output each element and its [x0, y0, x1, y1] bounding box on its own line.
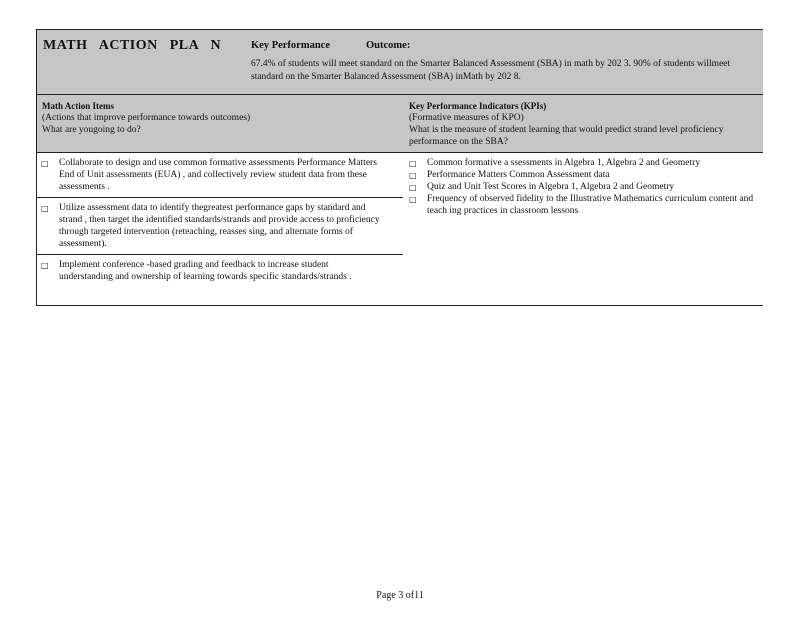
checkbox-bullet-icon: □ — [409, 195, 417, 204]
kpi-item — [409, 193, 759, 217]
action-item — [37, 153, 403, 198]
actions-header-title: Math Action Items — [42, 101, 114, 111]
checkbox-bullet-icon: □ — [409, 183, 417, 192]
kpi-item — [409, 169, 759, 181]
action-item — [37, 198, 403, 255]
kpi-item-text: Frequency of observed fidelity to the Illustrative Mathematics curriculum content and teach ing practices in classroom lessons — [427, 194, 754, 216]
page-title: MATH ACTION PLA N — [43, 38, 222, 53]
action-item — [37, 255, 403, 299]
kpo-label — [251, 40, 410, 51]
action-item-text: Collaborate to design and use common formative assessments Performance Matters End of Unit assessments (EUA) , and collectively review student data from these assessments . — [59, 158, 377, 192]
kpi-item — [409, 157, 759, 169]
plan-header — [37, 30, 763, 95]
actions-list — [37, 153, 403, 299]
action-plan-table — [36, 29, 763, 306]
plan-body — [37, 153, 763, 305]
kpo-text: 67.4% of students will meet standard on the Smarter Balanced Assessment (SBA) in math by 202 3. 90% of students willmeet standard on the Smarter Balanced Assessment (SBA) inMath by 202 8. — [251, 59, 731, 82]
kpi-header-question: What is the measure of student learning that would predict strand level proficiency performance on the SBA? — [409, 125, 724, 147]
checkbox-bullet-icon: □ — [41, 159, 49, 168]
actions-header-subtitle: (Actions that improve performance towards outcomes) — [42, 113, 251, 123]
kpi-header-subtitle: (Formative measures of KPO) — [409, 113, 524, 123]
action-item-text: Utilize assessment data to identify thegreatest performance gaps by standard and strand , then target the identified standards/strands and provide access to proficiency through targeted intervention (reteaching, reasses sing, and alternate forms of assessment). — [59, 203, 380, 249]
kpi-item-text: Quiz and Unit Test Scores in Algebra 1, Algebra 2 and Geometry — [427, 182, 675, 192]
kpi-header-title: Key Performance Indicators (KPIs) — [409, 101, 547, 111]
actions-column-header — [42, 100, 382, 136]
kpi-item-text: Common formative a ssessments in Algebra 1, Algebra 2 and Geometry — [427, 158, 701, 168]
checkbox-bullet-icon: □ — [409, 159, 417, 168]
kpo-label-part-1: Key Performance — [251, 40, 331, 51]
checkbox-bullet-icon: □ — [41, 204, 49, 213]
column-headers — [37, 95, 763, 153]
page-number: Page 3 of11 — [376, 590, 424, 601]
checkbox-bullet-icon: □ — [409, 171, 417, 180]
kpi-item-text: Performance Matters Common Assessment data — [427, 170, 610, 180]
kpo-label-part-2: Outcome: — [366, 40, 411, 51]
checkbox-bullet-icon: □ — [41, 261, 49, 270]
action-item-text: Implement conference -based grading and feedback to increase student understanding and ownership of learning towards specific standards/strands . — [59, 260, 352, 282]
kpi-column-header — [409, 100, 754, 148]
kpi-item — [409, 181, 759, 193]
actions-header-question: What are yougoing to do? — [42, 125, 141, 135]
kpi-list — [409, 157, 759, 217]
